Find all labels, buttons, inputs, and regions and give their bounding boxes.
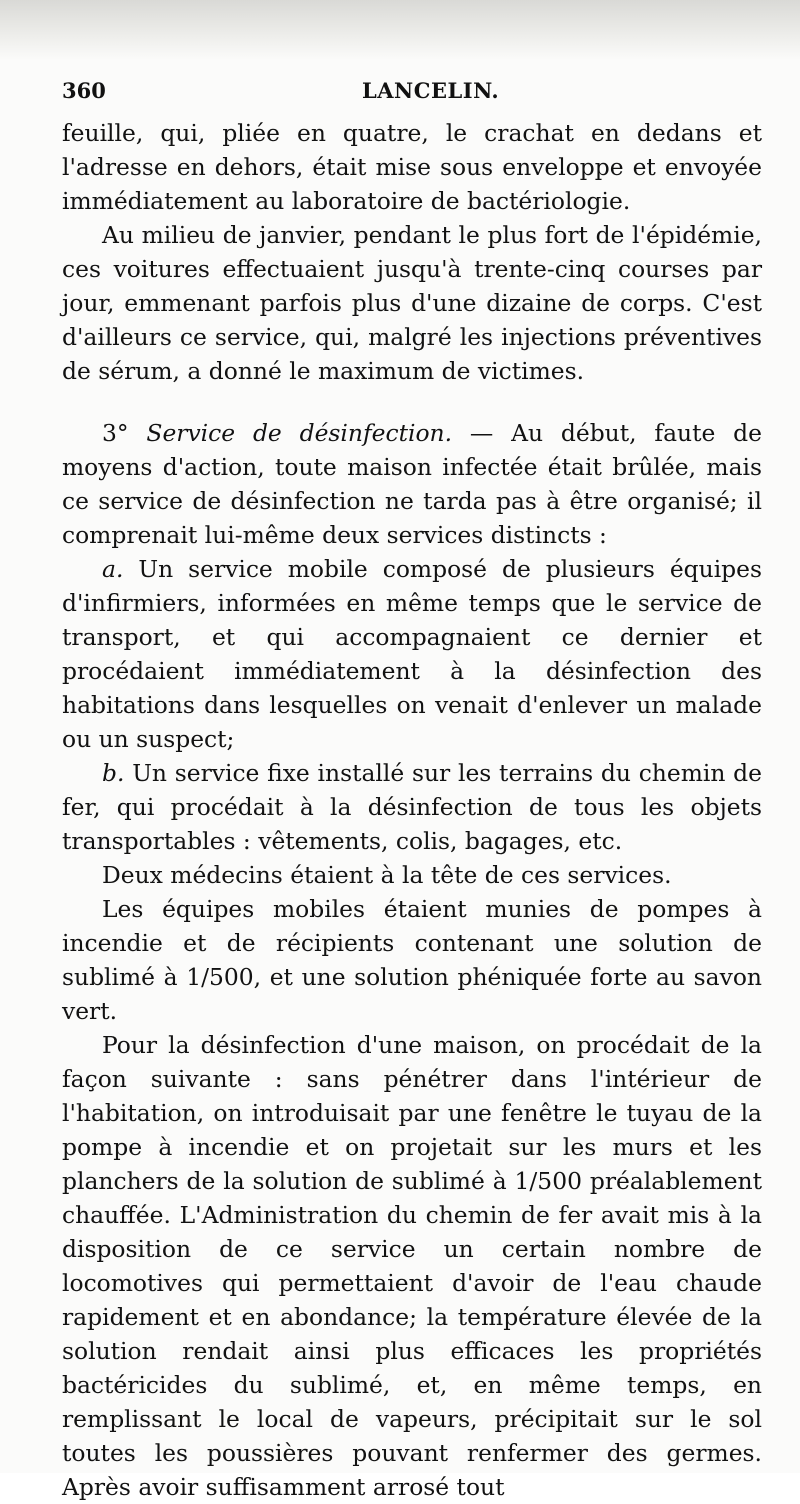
paragraph-text: Au milieu de janvier, pendant le plus fort de l'épidémie, ces voitures effectuaient jusqu'à trente-cinq courses par jour, emmenant parfois plus d'une dizaine de corps. C'est d'ailleurs ce service, qui, malgré les injections préventives de sérum, a donné le maximum de victimes. xyxy=(62,221,762,385)
page-header xyxy=(62,78,762,112)
list-item-text: Un service mobile composé de plusieurs équipes d'infirmiers, informées en même temps que le service de transport, et qui accompagnaient ce dernier et procédaient immédiatement à la désinfection des habitations dans lesquelles on venait d'enlever un malade ou un suspect; xyxy=(62,555,762,753)
page-number: 360 xyxy=(62,78,106,103)
paragraph-text: Pour la désinfection d'une maison, on procédait de la façon suivante : sans pénétrer dans l'intérieur de l'habitation, on introduisait par une fenêtre le tuyau de la pompe à incendie et on projetait sur les murs et les planchers de la solution de sublimé à 1/500 préalablement chauffée. L'Administration du chemin de fer avait mis à la disposition de ce service un certain nombre de locomotives qui permettaient d'avoir de l'eau chaude rapidement et en abondance; la température élevée de la solution rendait ainsi plus efficaces les propriétés bactéricides du sublimé, et, en même temps, en remplissant le local de vapeurs, précipitait sur le sol toutes les poussières pouvant renfermer des germes. Après avoir suffisamment arrosé tout xyxy=(62,1031,762,1501)
section-disinfection xyxy=(62,416,762,552)
list-marker: a. xyxy=(102,555,124,583)
list-marker: b. xyxy=(102,759,125,787)
paragraph-text: Les équipes mobiles étaient munies de pompes à incendie et de récipients contenant une solution de sublimé à 1/500, et une solution phéniquée forte au savon vert. xyxy=(62,895,762,1025)
paragraph-text: — Au début, faute de moyens d'action, toute maison infectée était brûlée, mais ce service de désinfection ne tarda pas à être organisé; il comprenait lui-même deux services distincts : xyxy=(62,419,762,549)
paragraph-continuation: feuille, qui, pliée en quatre, le crachat en dedans et l'adresse en dehors, était mise sous enveloppe et envoyée immédiatement au laboratoire de bactériologie. xyxy=(62,119,762,215)
paragraph-mobile-teams xyxy=(62,892,762,1028)
paragraph-doctors xyxy=(62,858,762,892)
list-item-b xyxy=(62,756,762,858)
paragraph-procedure xyxy=(62,1028,762,1504)
list-item-text: Un service fixe installé sur les terrains du chemin de fer, qui procédait à la désinfection de tous les objets transportables : vêtements, colis, bagages, etc. xyxy=(62,759,762,855)
body-text xyxy=(62,116,762,1504)
paragraph-text: Deux médecins étaient à la tête de ces services. xyxy=(102,861,672,889)
scan-edge-shading xyxy=(0,0,800,60)
paragraph-january xyxy=(62,218,762,388)
list-item-a xyxy=(62,552,762,756)
running-title: LANCELIN. xyxy=(362,78,500,103)
section-number: 3° xyxy=(102,419,129,447)
section-heading: Service de désinfection. xyxy=(146,419,453,447)
